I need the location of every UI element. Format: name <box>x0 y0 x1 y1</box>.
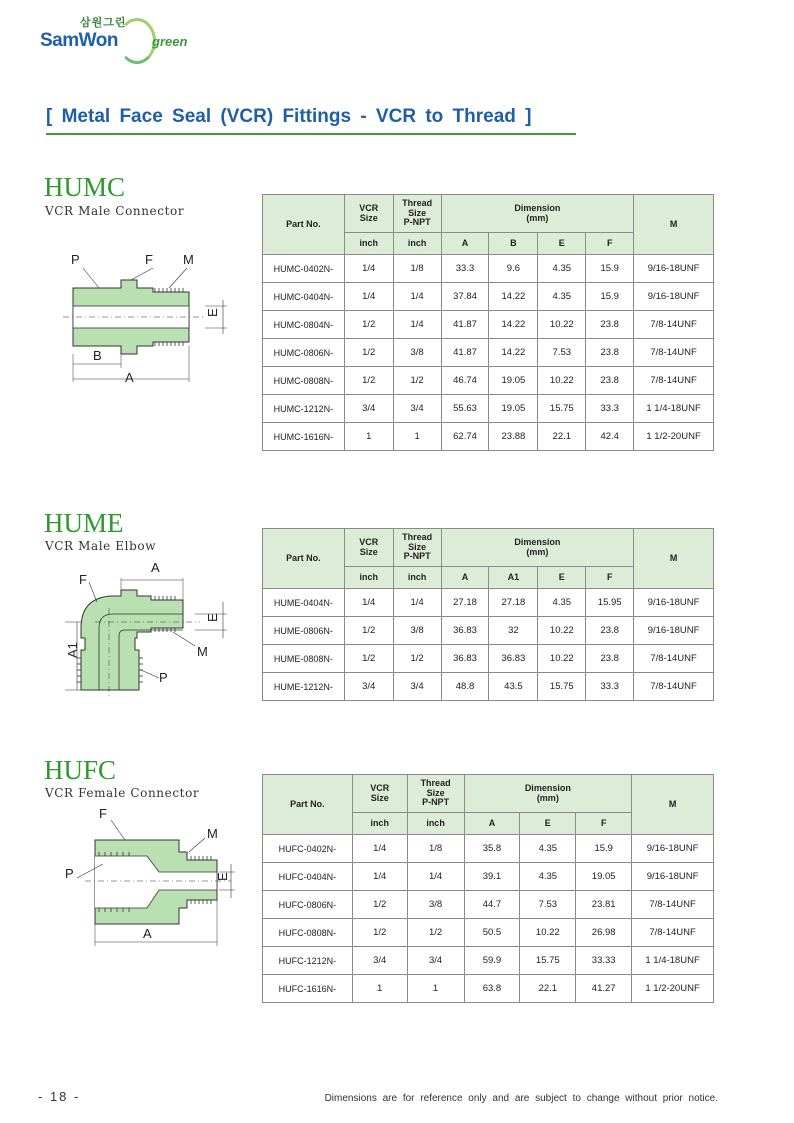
table-cell: 33.3 <box>441 255 489 283</box>
product-name-humc: VCR Male Connector <box>45 204 185 218</box>
part-number-cell: HUME-0806N- <box>263 617 345 645</box>
table-cell: 4.35 <box>538 589 586 617</box>
label-m: M <box>183 252 194 267</box>
table-cell: 23.8 <box>586 645 634 673</box>
table-cell: 22.1 <box>520 975 576 1003</box>
header-vcr-inch: inch <box>344 233 393 255</box>
table-cell: 32 <box>489 617 538 645</box>
part-number-cell: HUMC-0402N- <box>263 255 345 283</box>
table-cell: 1/4 <box>393 589 441 617</box>
table-cell: 7/8-14UNF <box>634 339 714 367</box>
spec-table-hume <box>262 528 714 701</box>
table-cell: 1/4 <box>352 863 407 891</box>
table-cell: 48.8 <box>441 673 489 701</box>
table-cell: 7/8-14UNF <box>632 919 714 947</box>
table-cell: 23.8 <box>586 367 634 395</box>
table-cell: 14.22 <box>489 311 538 339</box>
header-dim-a: A <box>441 567 489 589</box>
header-dim-a1: A1 <box>489 567 538 589</box>
table-row <box>263 395 714 423</box>
part-number-cell: HUME-1212N- <box>263 673 345 701</box>
table-cell: 1/4 <box>344 283 393 311</box>
header-dimension: Dimension (mm) <box>441 195 634 233</box>
table-cell: 3/4 <box>407 947 464 975</box>
label-a1: A1 <box>65 642 80 658</box>
table-cell: 42.4 <box>586 423 634 451</box>
table-cell: 19.05 <box>576 863 632 891</box>
table-cell: 33.3 <box>586 673 634 701</box>
table-row <box>263 919 714 947</box>
label-e: E <box>215 872 230 881</box>
table-row <box>263 891 714 919</box>
table-cell: 36.83 <box>441 645 489 673</box>
hufc-diagram <box>55 804 240 949</box>
table-row <box>263 947 714 975</box>
table-cell: 27.18 <box>441 589 489 617</box>
table-cell: 23.88 <box>489 423 538 451</box>
table-cell: 23.8 <box>586 339 634 367</box>
table-cell: 4.35 <box>520 835 576 863</box>
table-cell: 9/16-18UNF <box>632 863 714 891</box>
table-row <box>263 589 714 617</box>
header-vcr-inch: inch <box>344 567 393 589</box>
table-cell: 3/4 <box>344 395 393 423</box>
table-cell: 1/8 <box>393 255 441 283</box>
label-p: P <box>159 670 168 685</box>
table-cell: 46.74 <box>441 367 489 395</box>
header-vcr-size: VCR Size <box>344 529 393 567</box>
part-number-cell: HUME-0404N- <box>263 589 345 617</box>
table-cell: 63.8 <box>464 975 520 1003</box>
table-cell: 43.5 <box>489 673 538 701</box>
table-cell: 1 1/4-18UNF <box>634 395 714 423</box>
label-f: F <box>79 572 87 587</box>
table-row <box>263 283 714 311</box>
table-cell: 7/8-14UNF <box>634 673 714 701</box>
table-row <box>263 863 714 891</box>
spec-table-humc <box>262 194 714 451</box>
table-cell: 1/2 <box>352 891 407 919</box>
table-cell: 15.9 <box>586 283 634 311</box>
product-code-hufc: HUFC <box>44 755 117 785</box>
header-vcr-size: VCR Size <box>352 775 407 813</box>
table-cell: 1/4 <box>344 589 393 617</box>
table-cell: 23.8 <box>586 617 634 645</box>
product-code-humc: HUMC <box>44 172 126 202</box>
header-thread-inch: inch <box>407 813 464 835</box>
table-cell: 3/4 <box>393 395 441 423</box>
table-cell: 9/16-18UNF <box>634 589 714 617</box>
table-cell: 10.22 <box>520 919 576 947</box>
table-cell: 9.6 <box>489 255 538 283</box>
part-number-cell: HUMC-0806N- <box>263 339 345 367</box>
table-row <box>263 255 714 283</box>
table-cell: 23.81 <box>576 891 632 919</box>
label-f: F <box>99 806 107 821</box>
table-cell: 3/4 <box>393 673 441 701</box>
table-cell: 15.75 <box>538 395 586 423</box>
product-code-hume: HUME <box>44 508 124 538</box>
table-cell: 7/8-14UNF <box>634 645 714 673</box>
label-b: B <box>93 348 102 363</box>
table-cell: 14.22 <box>489 339 538 367</box>
label-e: E <box>205 613 220 622</box>
table-row <box>263 645 714 673</box>
table-cell: 1/2 <box>344 645 393 673</box>
table-cell: 19.05 <box>489 367 538 395</box>
table-row <box>263 311 714 339</box>
label-a: A <box>125 370 134 385</box>
header-m: M <box>634 529 714 589</box>
table-cell: 41.27 <box>576 975 632 1003</box>
table-cell: 1 1/4-18UNF <box>632 947 714 975</box>
table-cell: 4.35 <box>520 863 576 891</box>
table-cell: 19.05 <box>489 395 538 423</box>
header-dim-f: F <box>586 233 634 255</box>
table-cell: 1/4 <box>393 283 441 311</box>
table-cell: 1/8 <box>407 835 464 863</box>
table-cell: 10.22 <box>538 617 586 645</box>
label-m: M <box>207 826 218 841</box>
table-cell: 39.1 <box>464 863 520 891</box>
label-p: P <box>65 866 74 881</box>
table-cell: 3/8 <box>393 339 441 367</box>
header-part-no: Part No. <box>263 195 345 255</box>
table-cell: 9/16-18UNF <box>634 255 714 283</box>
table-cell: 33.33 <box>576 947 632 975</box>
table-cell: 9/16-18UNF <box>632 835 714 863</box>
part-number-cell: HUFC-1212N- <box>263 947 353 975</box>
page-number: - 18 - <box>38 1089 81 1104</box>
table-cell: 9/16-18UNF <box>634 283 714 311</box>
part-number-cell: HUFC-0402N- <box>263 835 353 863</box>
table-cell: 7.53 <box>538 339 586 367</box>
part-number-cell: HUME-0808N- <box>263 645 345 673</box>
table-cell: 14.22 <box>489 283 538 311</box>
label-m: M <box>197 644 208 659</box>
header-dimension: Dimension (mm) <box>464 775 632 813</box>
table-row <box>263 339 714 367</box>
header-thread-inch: inch <box>393 567 441 589</box>
disclaimer-text: Dimensions are for reference only and are subject to change without prior notice. <box>324 1093 718 1104</box>
header-vcr-size: VCR Size <box>344 195 393 233</box>
table-row <box>263 975 714 1003</box>
table-cell: 1/4 <box>393 311 441 339</box>
logo-tagline: green <box>152 34 188 49</box>
part-number-cell: HUMC-1212N- <box>263 395 345 423</box>
table-cell: 1 <box>344 423 393 451</box>
header-dimension: Dimension (mm) <box>441 529 634 567</box>
table-cell: 22.1 <box>538 423 586 451</box>
table-cell: 1/2 <box>393 645 441 673</box>
table-cell: 1/2 <box>407 919 464 947</box>
table-cell: 7/8-14UNF <box>634 367 714 395</box>
table-row <box>263 423 714 451</box>
table-cell: 1/4 <box>344 255 393 283</box>
table-cell: 1 <box>352 975 407 1003</box>
table-cell: 50.5 <box>464 919 520 947</box>
header-dim-a: A <box>441 233 489 255</box>
table-cell: 15.9 <box>576 835 632 863</box>
header-dim-e: E <box>520 813 576 835</box>
table-cell: 3/4 <box>344 673 393 701</box>
table-cell: 26.98 <box>576 919 632 947</box>
part-number-cell: HUMC-0404N- <box>263 283 345 311</box>
table-cell: 7/8-14UNF <box>632 891 714 919</box>
company-logo <box>40 14 200 76</box>
table-cell: 1 <box>393 423 441 451</box>
table-cell: 15.75 <box>538 673 586 701</box>
table-cell: 1 1/2-20UNF <box>634 423 714 451</box>
part-number-cell: HUMC-0804N- <box>263 311 345 339</box>
label-p: P <box>71 252 80 267</box>
label-a: A <box>143 926 152 941</box>
table-cell: 3/8 <box>393 617 441 645</box>
table-cell: 3/4 <box>352 947 407 975</box>
hume-diagram <box>55 558 240 698</box>
table-cell: 33.3 <box>586 395 634 423</box>
table-cell: 9/16-18UNF <box>634 617 714 645</box>
part-number-cell: HUFC-0808N- <box>263 919 353 947</box>
table-cell: 1 1/2-20UNF <box>632 975 714 1003</box>
table-row <box>263 673 714 701</box>
part-number-cell: HUMC-1616N- <box>263 423 345 451</box>
table-cell: 27.18 <box>489 589 538 617</box>
table-cell: 1/2 <box>344 311 393 339</box>
table-cell: 1 <box>407 975 464 1003</box>
table-cell: 62.74 <box>441 423 489 451</box>
table-cell: 15.75 <box>520 947 576 975</box>
table-cell: 15.9 <box>586 255 634 283</box>
table-cell: 1/4 <box>407 863 464 891</box>
table-cell: 1/2 <box>344 617 393 645</box>
table-cell: 4.35 <box>538 255 586 283</box>
header-m: M <box>632 775 714 835</box>
title-underline <box>46 133 576 135</box>
part-number-cell: HUFC-0404N- <box>263 863 353 891</box>
part-number-cell: HUMC-0808N- <box>263 367 345 395</box>
table-cell: 35.8 <box>464 835 520 863</box>
table-cell: 1/2 <box>393 367 441 395</box>
header-thread-size: Thread Size P-NPT <box>393 195 441 233</box>
table-cell: 36.83 <box>441 617 489 645</box>
header-dim-e: E <box>538 567 586 589</box>
table-cell: 1/2 <box>344 367 393 395</box>
table-cell: 7.53 <box>520 891 576 919</box>
header-thread-size: Thread Size P-NPT <box>407 775 464 813</box>
product-name-hume: VCR Male Elbow <box>45 539 157 553</box>
logo-brand-text: SamWon <box>40 30 118 51</box>
header-thread-inch: inch <box>393 233 441 255</box>
table-cell: 1/2 <box>344 339 393 367</box>
header-dim-f: F <box>576 813 632 835</box>
table-cell: 44.7 <box>464 891 520 919</box>
label-f: F <box>145 252 153 267</box>
part-number-cell: HUFC-0806N- <box>263 891 353 919</box>
logo-korean-text: 삼원그린 <box>80 17 127 29</box>
table-cell: 41.87 <box>441 339 489 367</box>
header-part-no: Part No. <box>263 529 345 589</box>
header-dim-b: B <box>489 233 538 255</box>
table-cell: 7/8-14UNF <box>634 311 714 339</box>
table-cell: 15.95 <box>586 589 634 617</box>
label-e: E <box>205 308 220 317</box>
header-vcr-inch: inch <box>352 813 407 835</box>
table-cell: 37.84 <box>441 283 489 311</box>
product-name-hufc: VCR Female Connector <box>45 786 200 800</box>
table-row <box>263 835 714 863</box>
table-cell: 4.35 <box>538 283 586 311</box>
table-cell: 55.63 <box>441 395 489 423</box>
table-cell: 1/2 <box>352 919 407 947</box>
table-cell: 10.22 <box>538 311 586 339</box>
table-cell: 10.22 <box>538 645 586 673</box>
part-number-cell: HUFC-1616N- <box>263 975 353 1003</box>
table-row <box>263 367 714 395</box>
humc-diagram <box>55 250 240 390</box>
header-part-no: Part No. <box>263 775 353 835</box>
table-cell: 59.9 <box>464 947 520 975</box>
table-cell: 3/8 <box>407 891 464 919</box>
header-thread-size: Thread Size P-NPT <box>393 529 441 567</box>
table-cell: 1/4 <box>352 835 407 863</box>
header-dim-a: A <box>464 813 520 835</box>
section-title: [ Metal Face Seal (VCR) Fittings - VCR to Thread ] <box>46 106 532 127</box>
label-a: A <box>151 560 160 575</box>
header-dim-f: F <box>586 567 634 589</box>
table-cell: 41.87 <box>441 311 489 339</box>
header-dim-e: E <box>538 233 586 255</box>
table-row <box>263 617 714 645</box>
table-cell: 23.8 <box>586 311 634 339</box>
table-cell: 10.22 <box>538 367 586 395</box>
header-m: M <box>634 195 714 255</box>
spec-table-hufc <box>262 774 714 1003</box>
table-cell: 36.83 <box>489 645 538 673</box>
